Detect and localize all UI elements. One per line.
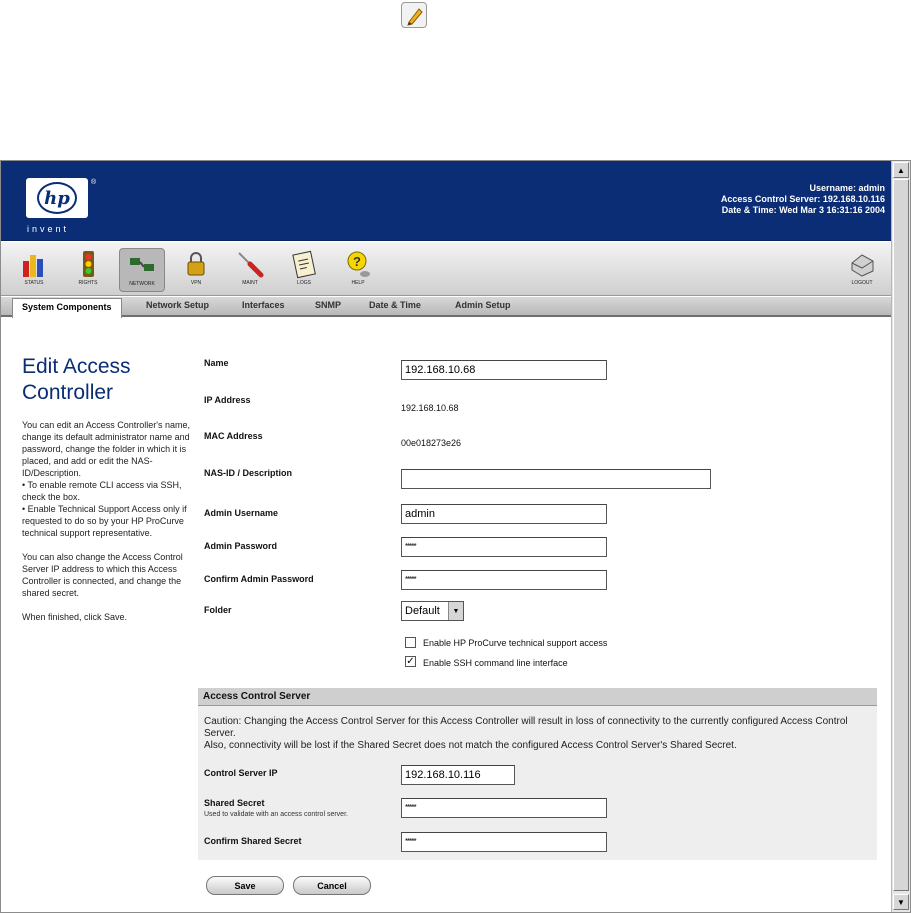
toolbar-logout[interactable] bbox=[839, 248, 885, 292]
toolbar-maint[interactable] bbox=[227, 248, 273, 292]
save-button[interactable]: Save bbox=[206, 876, 284, 895]
tab-bar bbox=[1, 297, 891, 317]
help-bullet-support: • Enable Technical Support Access only if requested to do so by your HP ProCurve technical support representative. bbox=[22, 504, 187, 538]
confirm-password-label: Confirm Admin Password bbox=[204, 574, 314, 584]
tab-snmp[interactable]: SNMP bbox=[315, 300, 342, 310]
ip-address-label: IP Address bbox=[204, 395, 251, 405]
help-text bbox=[22, 419, 190, 635]
help-paragraph-save: When finished, click Save. bbox=[22, 612, 128, 622]
acs-line: Access Control Server: 192.168.10.116 bbox=[720, 194, 885, 204]
status-icon bbox=[17, 248, 51, 280]
registered-mark: ® bbox=[91, 179, 97, 186]
vpn-lock-icon bbox=[179, 248, 213, 280]
hp-logo-mark: hp bbox=[37, 182, 77, 214]
scroll-down-arrow-icon[interactable]: ▼ bbox=[893, 894, 909, 910]
cancel-button[interactable]: Cancel bbox=[293, 876, 371, 895]
acs-caution bbox=[204, 716, 874, 752]
rights-icon bbox=[71, 248, 105, 280]
tab-admin-setup[interactable]: Admin Setup bbox=[455, 300, 511, 310]
confirm-secret-input[interactable] bbox=[401, 832, 607, 852]
admin-password-input[interactable] bbox=[401, 537, 607, 557]
admin-username-input[interactable] bbox=[401, 504, 607, 524]
page-title-line1: Edit Access bbox=[22, 355, 131, 378]
mac-address-label: MAC Address bbox=[204, 431, 263, 441]
name-label: Name bbox=[204, 358, 229, 368]
toolbar-help[interactable] bbox=[335, 248, 381, 292]
toolbar-vpn[interactable] bbox=[173, 248, 219, 292]
confirm-secret-label: Confirm Shared Secret bbox=[204, 836, 302, 846]
ip-address-value: 192.168.10.68 bbox=[401, 403, 459, 413]
datetime-line: Date & Time: Wed Mar 3 16:31:16 2004 bbox=[721, 205, 885, 215]
control-server-ip-input[interactable] bbox=[401, 765, 515, 785]
tab-date-time[interactable]: Date & Time bbox=[369, 300, 421, 310]
nas-id-input[interactable] bbox=[401, 469, 711, 489]
toolbar-rights[interactable] bbox=[65, 248, 111, 292]
network-icon bbox=[125, 249, 159, 281]
toolbar-logout-label: LOGOUT bbox=[851, 280, 873, 286]
toolbar-vpn-label: VPN bbox=[190, 280, 202, 286]
invent-tagline: invent bbox=[27, 224, 70, 234]
page-title bbox=[22, 354, 131, 406]
help-icon bbox=[341, 248, 375, 280]
toolbar-logs-label: LOGS bbox=[297, 280, 311, 286]
help-paragraph-acs: You can also change the Access Control Server IP address to which this Access Controller is connected, and change the shared secret. bbox=[22, 552, 183, 598]
username-line: Username: admin bbox=[809, 183, 885, 193]
scroll-up-arrow-icon[interactable]: ▲ bbox=[893, 162, 909, 178]
help-bullet-ssh: • To enable remote CLI access via SSH, check the box. bbox=[22, 480, 182, 502]
toolbar-status[interactable] bbox=[11, 248, 57, 292]
folder-select[interactable] bbox=[401, 601, 464, 621]
logs-clipboard-icon bbox=[287, 248, 321, 280]
browser-frame bbox=[0, 160, 911, 913]
folder-label: Folder bbox=[204, 605, 232, 615]
logout-key-icon bbox=[845, 248, 879, 280]
page-title-line2: Controller bbox=[22, 381, 114, 404]
acs-caution-line1: Caution: Changing the Access Control Server for this Access Controller will result in loss of connectivity to the currently configured Access Control Server. bbox=[204, 716, 848, 739]
folder-select-value: Default bbox=[405, 605, 440, 617]
shared-secret-sublabel: Used to validate with an access control server. bbox=[204, 811, 348, 818]
support-access-checkbox[interactable] bbox=[405, 637, 416, 648]
control-server-ip-label: Control Server IP bbox=[204, 768, 278, 778]
acs-heading: Access Control Server bbox=[198, 688, 877, 706]
name-input[interactable] bbox=[401, 360, 607, 380]
admin-username-label: Admin Username bbox=[204, 508, 279, 518]
maint-screwdriver-icon bbox=[233, 248, 267, 280]
tab-network-setup[interactable]: Network Setup bbox=[146, 300, 210, 310]
svg-text:?: ? bbox=[353, 254, 361, 269]
tab-system-components[interactable]: System Components bbox=[12, 298, 122, 318]
toolbar-network[interactable] bbox=[119, 248, 165, 292]
vertical-scrollbar[interactable] bbox=[891, 161, 910, 912]
chevron-down-icon[interactable]: ▼ bbox=[448, 602, 463, 620]
help-paragraph: You can edit an Access Controller's name, change its default administrator name and password, change the folder in which it is placed, and add or edit the NAS-ID/Description. bbox=[22, 420, 190, 478]
edit-pencil-icon[interactable] bbox=[401, 2, 427, 28]
hp-logo bbox=[26, 178, 88, 218]
support-access-label: Enable HP ProCurve technical support access bbox=[423, 638, 608, 648]
admin-password-label: Admin Password bbox=[204, 541, 278, 551]
toolbar-network-label: NETWORK bbox=[129, 281, 155, 287]
toolbar-logs[interactable] bbox=[281, 248, 327, 292]
toolbar-maint-label: MAINT bbox=[242, 280, 258, 286]
shared-secret-input[interactable] bbox=[401, 798, 607, 818]
confirm-password-input[interactable] bbox=[401, 570, 607, 590]
header-banner bbox=[1, 161, 891, 241]
user-info bbox=[721, 183, 885, 216]
acs-caution-line2: Also, connectivity will be lost if the Shared Secret does not match the configured Access Control Server's Shared Secret. bbox=[204, 740, 737, 751]
toolbar-status-label: STATUS bbox=[24, 280, 44, 286]
tab-interfaces[interactable]: Interfaces bbox=[242, 300, 285, 310]
scroll-thumb[interactable] bbox=[893, 179, 909, 891]
toolbar-help-label: HELP bbox=[351, 280, 365, 286]
ssh-label: Enable SSH command line interface bbox=[423, 658, 568, 668]
toolbar-rights-label: RIGHTS bbox=[78, 280, 98, 286]
shared-secret-label: Shared Secret bbox=[204, 798, 265, 808]
ssh-checkbox[interactable]: ✓ bbox=[406, 656, 415, 667]
nas-id-label: NAS-ID / Description bbox=[204, 468, 293, 478]
mac-address-value: 00e018273e26 bbox=[401, 438, 462, 448]
main-toolbar bbox=[1, 242, 891, 296]
